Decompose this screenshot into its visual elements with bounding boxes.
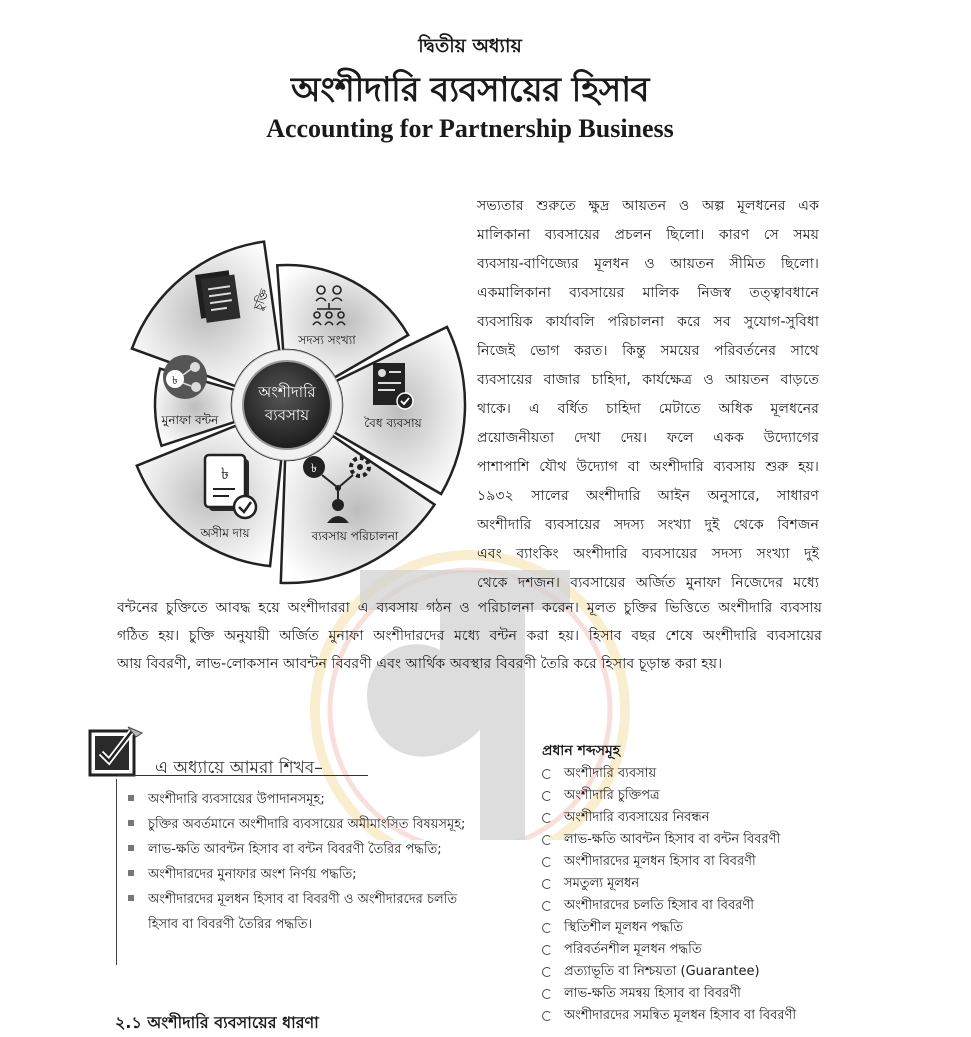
learning-item — [128, 837, 442, 862]
bullet-icon — [128, 820, 134, 826]
ring-bullet-icon — [542, 1011, 552, 1021]
paragraph-line: প্রয়োজনীয়তা দেখা দেয়। ফলে একক উদ্যোগের — [477, 430, 819, 446]
key-term-item — [542, 830, 780, 851]
segment-label: ব্যবসায় পরিচালনা — [311, 529, 399, 543]
paragraph-line: গঠিত হয়। চুক্তি অনুযায়ী অর্জিত মুনাফা অংশীদারদের মধ্যে বন্টন করা হয়। হিসাব বছর শেষে অংশীদারি ব্যবসায়ের — [117, 628, 822, 644]
svg-text:৳: ৳ — [172, 374, 178, 387]
paragraph-line: ব্যবসায়ের বাজার চাহিদা, কার্যক্ষেত্র ও আয়তন বাড়তে — [477, 372, 819, 388]
ring-bullet-icon — [542, 945, 552, 955]
bullet-icon — [128, 845, 134, 851]
paragraph-line: এবং ব্যাংকিং অংশীদারি ব্যবসায়ের সদস্য সংখ্যা দুই — [477, 546, 819, 562]
paragraph-line: ব্যবসায়-বাণিজ্যের মূলধন ও আয়তন সীমিত ছিলো। — [477, 256, 819, 272]
learning-item — [128, 887, 457, 912]
box-left-rule — [116, 779, 117, 965]
learning-item-text: লাভ-ক্ষতি আবন্টন হিসাব বা বন্টন বিবরণী তৈরির পদ্ধতি; — [148, 842, 442, 857]
key-term-item — [542, 940, 702, 961]
key-term-item — [542, 764, 656, 785]
learning-item-text: অংশীদারি ব্যবসায়ের উপাদানসমূহ; — [148, 792, 325, 807]
key-term-text: লাভ-ক্ষতি সমন্বয় হিসাব বা বিবরণী — [564, 986, 741, 1001]
page-title-bangla: অংশীদারি ব্যবসায়ের হিসাব — [290, 70, 649, 110]
profit-share-icon — [163, 355, 207, 399]
paragraph-line: মালিকানা ব্যবসায়ের প্রচলন ছিলো। কারণ সে সময় — [477, 227, 819, 243]
key-term-text: লাভ-ক্ষতি আবন্টন হিসাব বা বন্টন বিবরণী — [564, 832, 781, 847]
key-term-item — [542, 896, 754, 917]
key-terms-heading: প্রধান শব্দসমূহ — [542, 743, 621, 759]
ring-bullet-icon — [542, 835, 552, 845]
paragraph-line: অংশীদারি ব্যবসায়ের সদস্য সংখ্যা দুই থেকে বিশজন — [477, 517, 819, 533]
key-term-text: অংশীদারদের মূলধন হিসাব বা বিবরণী — [564, 854, 756, 869]
section-heading: ২.১ অংশীদারি ব্যবসায়ের ধারণা — [115, 1013, 319, 1032]
bullet-icon — [128, 795, 134, 801]
key-term-text: অংশীদারদের চলতি হিসাব বা বিবরণী — [564, 898, 754, 913]
bullet-icon — [128, 895, 134, 901]
key-term-text: সমতুল্য মূলধন — [564, 876, 640, 891]
key-term-text: অংশীদারি ব্যবসায়ের নিবন্ধন — [564, 810, 710, 825]
key-term-text: স্থিতিশীল মূলধন পদ্ধতি — [564, 920, 683, 935]
hub-label-line1: অংশীদারি — [258, 383, 316, 401]
paragraph-line: থাকে। এ বর্ধিত চাহিদা মেটাতে অধিক মূলধনের — [477, 401, 819, 417]
segment-label: অসীম দায় — [200, 526, 250, 540]
key-term-text: অংশীদারি ব্যবসায় — [564, 766, 657, 781]
taka-document-icon — [205, 455, 256, 518]
heading-underline — [118, 775, 368, 776]
key-term-text: পরিবর্তনশীল মূলধন পদ্ধতি — [564, 942, 702, 957]
paragraph-line: নিজেই ভোগ করত। কিন্তু সময়ের পরিবর্তনের সাথে — [477, 343, 819, 359]
ring-bullet-icon — [542, 901, 552, 911]
key-term-text: অংশীদারদের সমন্বিত মূলধন হিসাব বা বিবরণী — [564, 1008, 797, 1023]
learning-item — [128, 812, 465, 837]
learning-item-text: অংশীদারদের মুনাফার অংশ নির্ণয় পদ্ধতি; — [148, 867, 357, 882]
ring-bullet-icon — [542, 769, 552, 779]
ring-bullet-icon — [542, 967, 552, 977]
paragraph-line: ব্যবসায়িক কার্যাবলি পরিচালনা করে সব সুযোগ-সুবিধা — [477, 314, 819, 330]
chapter-label: দ্বিতীয় অধ্যায় — [418, 35, 522, 57]
paragraph-line: সভ্যতার শুরুতে ক্ষুদ্র আয়তন ও অল্প মূলধনের এক — [477, 198, 819, 214]
svg-text:৳: ৳ — [311, 461, 317, 475]
learning-item — [128, 912, 312, 937]
document-stack-icon — [195, 270, 240, 324]
learning-item — [128, 787, 325, 812]
ring-bullet-icon — [542, 813, 552, 823]
paragraph-line: ১৯৩২ সালের অংশীদারি আইন অনুসারে, সাধারণ — [477, 488, 819, 504]
ring-bullet-icon — [542, 857, 552, 867]
segment-label: চুক্তি — [250, 287, 272, 313]
paragraph-line: বন্টনের চুক্তিতে আবদ্ধ হয়ে অংশীদাররা এ ব্যবসায় গঠন ও পরিচালনা করেন। মূলত চুক্তির ভিত্তিতে অংশীদারি ব্যবসায় — [117, 600, 822, 616]
bullet-icon — [128, 870, 134, 876]
learning-objectives — [88, 723, 538, 973]
paragraph-line: থেকে দশজন। ব্যবসায়ের অর্জিত মুনাফা নিজেদের মধ্যে — [477, 575, 819, 591]
hub-label-line2: ব্যবসায় — [264, 406, 310, 424]
key-term-item — [542, 786, 660, 807]
segment-label: বৈধ ব্যবসায় — [364, 416, 422, 430]
segment-label: মুনাফা বন্টন — [161, 413, 219, 427]
key-term-item — [542, 852, 756, 873]
learning-item-text: অংশীদারদের মূলধন হিসাব বা বিবরণী ও অংশীদারদের চলতি — [148, 892, 458, 907]
key-term-text: প্রত্যাভূতি বা নিশ্চয়তা (Guarantee) — [564, 964, 760, 979]
key-term-item — [542, 808, 709, 829]
diagram-hub — [243, 361, 331, 449]
partnership-diagram — [115, 205, 475, 595]
paragraph-line: একমালিকানা ব্যবসায়ের মালিক নিজস্ব তত্ত্বাবধানে — [477, 285, 819, 301]
checkbox-icon — [88, 723, 144, 779]
learning-item — [128, 862, 357, 887]
svg-text:৳: ৳ — [221, 464, 229, 483]
segment-label: সদস্য সংখ্যা — [298, 333, 356, 347]
paragraph-line: আয় বিবরণী, লাভ-লোকসান আবন্টন বিবরণী এবং আর্থিক অবস্থার বিবরণী তৈরি করে হিসাব চূড়ান্ত করা হয়। — [117, 656, 723, 672]
learning-heading: এ অধ্যায়ে আমরা শিখব– — [155, 758, 323, 778]
learning-item-text: হিসাব বা বিবরণী তৈরির পদ্ধতি। — [148, 917, 313, 932]
ring-bullet-icon — [542, 989, 552, 999]
ring-bullet-icon — [542, 879, 552, 889]
paragraph-line: পাশাপাশি যৌথ উদ্যোগ বা অংশীদারি ব্যবসায় শুরু হয়। — [477, 459, 819, 475]
key-term-item — [542, 874, 639, 895]
page-title-english: Accounting for Partnership Business — [266, 114, 674, 143]
key-term-item — [542, 984, 741, 1005]
learning-item-text: চুক্তির অবর্তমানে অংশীদারি ব্যবসায়ের অমীমাংসিত বিষয়সমূহ; — [148, 817, 466, 832]
key-term-text: অংশীদারি চুক্তিপত্র — [564, 788, 660, 803]
ring-bullet-icon — [542, 791, 552, 801]
key-term-item — [542, 962, 760, 983]
key-term-item — [542, 918, 683, 939]
ring-bullet-icon — [542, 923, 552, 933]
